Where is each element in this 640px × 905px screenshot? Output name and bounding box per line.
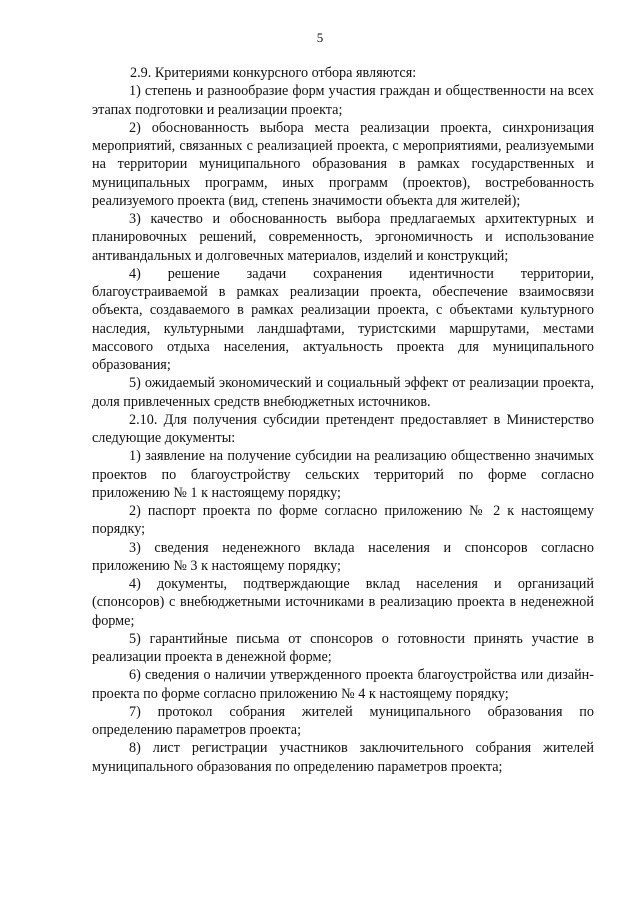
section-2-9-heading: 2.9. Критериями конкурсного отбора являются: [130, 65, 417, 81]
document-body [92, 64, 594, 776]
document-item-5: 5) гарантийные письма от спонсоров о готовности принять участие в реализации проекта в денежной форме; [92, 630, 594, 665]
document-item-2: 2) паспорт проекта по форме согласно приложению № 2 к настоящему порядку; [92, 503, 594, 538]
document-item-1: 1) заявление на получение субсидии на реализацию общественно значимых проектов по благоустройству сельских территорий по форме согласно приложению № 1 к настоящему порядку; [92, 448, 594, 501]
section-2-10-heading: 2.10. Для получения субсидии претендент предоставляет в Министерство следующие документы: [92, 411, 594, 446]
document-item-3: 3) сведения неденежного вклада населения и спонсоров согласно приложению № 3 к настоящему порядку; [92, 539, 594, 574]
criterion-4: 4) решение задачи сохранения идентичности территории, благоустраиваемой в рамках реализации проекта, обеспечение взаимосвязи объекта, создаваемого в рамках реализации проекта, с объектами культурного наследия, культурными ландшафтами, туристскими маршрутами, местами массового отдыха населения, актуальность проекта для муниципального образования; [92, 265, 594, 373]
page-number: 5 [316, 30, 324, 45]
document-item-8: 8) лист регистрации участников заключительного собрания жителей муниципального образования по определению параметров проекта; [92, 740, 594, 775]
document-item-4: 4) документы, подтверждающие вклад населения и организаций (спонсоров) с внебюджетными источниками в реализацию проекта в неденежной форме; [92, 576, 594, 629]
document-item-6: 6) сведения о наличии утвержденного проекта благоустройства или дизайн-проекта по форме согласно приложению № 4 к настоящему порядку; [92, 667, 594, 702]
criterion-5: 5) ожидаемый экономический и социальный эффект от реализации проекта, доля привлеченных средств внебюджетных источников. [92, 375, 594, 410]
criterion-2: 2) обоснованность выбора места реализации проекта, синхронизация мероприятий, связанных с реализацией проекта, с мероприятиями, реализуемыми на территории муниципального образования в рамках государственных и муниципальных программ, иных программ (проектов), востребованность реализуемого проекта (вид, степень значимости объекта для жителей); [92, 119, 594, 209]
criterion-3: 3) качество и обоснованность выбора предлагаемых архитектурных и планировочных решений, современность, эргономичность и использование антивандальных и долговечных материалов, изделий и конструкций; [92, 211, 594, 264]
document-item-7: 7) протокол собрания жителей муниципального образования по определению параметров проекта; [92, 703, 594, 738]
criterion-1: 1) степень и разнообразие форм участия граждан и общественности на всех этапах подготовки и реализации проекта; [92, 83, 594, 118]
